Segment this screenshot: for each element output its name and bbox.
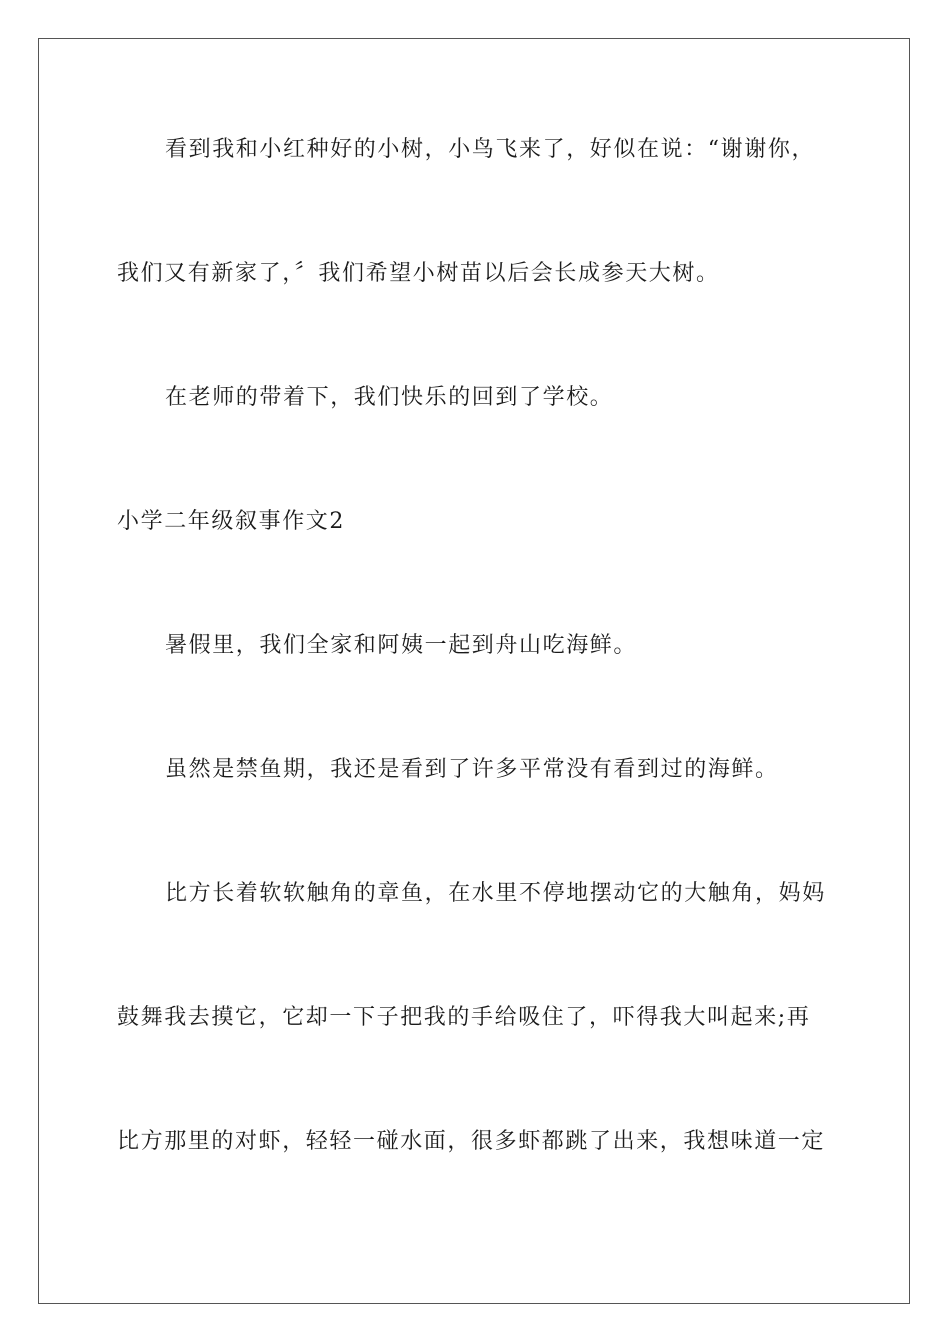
section-heading: 小学二年级叙事作文2 — [117, 509, 345, 534]
page-border — [38, 38, 910, 1304]
paragraph-line-1: 看到我和小红种好的小树，小鸟飞来了，好似在说：“谢谢你， — [165, 137, 816, 162]
paragraph-line-2: 我们又有新家了，〞我们希望小树苗以后会长成参天大树。 — [117, 261, 720, 286]
paragraph-line-4: 暑假里，我们全家和阿姨一起到舟山吃海鲜。 — [165, 633, 638, 658]
paragraph-line-3: 在老师的带着下，我们快乐的回到了学校。 — [165, 385, 614, 410]
paragraph-line-8: 比方那里的对虾，轻轻一碰水面，很多虾都跳了出来，我想味道一定 — [117, 1129, 826, 1154]
paragraph-line-6: 比方长着软软触角的章鱼，在水里不停地摆动它的大触角，妈妈 — [165, 881, 826, 906]
paragraph-line-7: 鼓舞我去摸它，它却一下子把我的手给吸住了，吓得我大叫起来;再 — [117, 1005, 811, 1030]
paragraph-line-5: 虽然是禁鱼期，我还是看到了许多平常没有看到过的海鲜。 — [165, 757, 779, 782]
